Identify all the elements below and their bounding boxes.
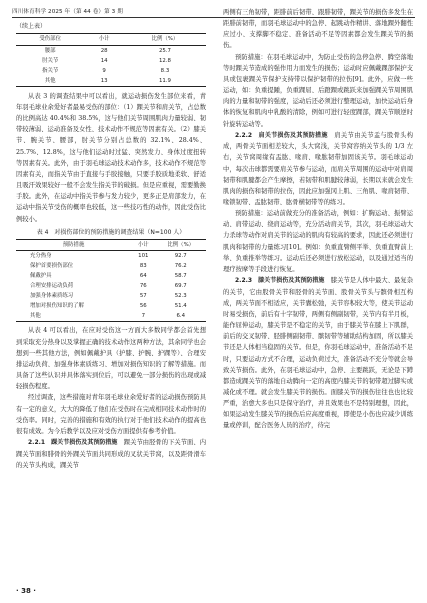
table-cell: 83 — [139, 263, 147, 270]
table-row — [16, 311, 206, 322]
table-row — [16, 261, 206, 271]
body-paragraph: 两侧有三角韧带，距腓前后韧带、跟腓韧带，踝关节的损伤多发生在距腓前韧带，而羽毛球运动中的急停、起跳动作精讲、落地踝外翻性应过小、支撑脚不稳定、准备活动不足等因素都会发生踝关节的损伤。 — [223, 9, 413, 50]
table-cell: 7 — [131, 311, 155, 322]
table-cell: 56 — [139, 303, 147, 310]
table-cell: 8.3 — [160, 67, 170, 74]
column-header: 比例（%） — [124, 34, 206, 46]
table-cell: 64 — [139, 273, 147, 280]
table-cell: 11.9 — [124, 76, 206, 87]
table-row — [16, 251, 206, 262]
column-header: 小计 — [84, 34, 124, 46]
table-cell: 其他 — [16, 311, 131, 322]
table-cell: 9 — [102, 67, 106, 74]
table-cell: 充分热身 — [30, 253, 52, 260]
table-cell: 92.7 — [174, 253, 187, 260]
table-cell: 12.8 — [158, 57, 171, 64]
table-row — [16, 281, 206, 291]
table-row — [16, 301, 206, 311]
table-cell: 肘关节 — [42, 57, 59, 64]
section-text: 膝关节是人体中最大、最复杂的关节，它由股骨关节和胫骨的关节面、股骨关节头与髌骨相互构成，两关节面不相适应，关节囊松弛，关节容积较大等，使关节运动时易受损伤，前后有十字韧带，两侧有侧副韧带，关节内有半月板，能作屈伸运动，膝关节是不稳定的关节，由于膝关节在膝上下肌群，前后的交叉韧带、胫腓侧副韧带、髌韧带等辅助结构加固，所以膝关节还是人体相当稳固的关节。但是，你羽毛球运动中，准备活动不足时，只要运动方式不合理，运动负荷过大，准备活动不充分等就会导致关节损伤。此外，在羽毛球运动中，急停、主要跳跃，无论是下蹲都造成踝关节的落地自动腾向一定的高度内膝关节的韧带超过脚实或减化或不理。就会发生膝关节的损伤。面膝关节的损伤往往也也比较严重，治愈大多也只是保守治疗，并且效果也不是特别理想，因此，如果运动发生膝关节的损伤后应高度重视，即使是小伤也应减少训练量或停训，配合医务人员的治疗，待完 — [223, 277, 414, 430]
table-header-row — [16, 34, 206, 46]
table-row — [16, 45, 206, 56]
table-cell: 51.4 — [174, 303, 187, 310]
section-text: 肩关节由关节盂与股骨头构成，两骨关节面相差较大，头大窝浅，关节窝容纳关节头的 1/3 左右，关节窝周缘有盂肱、喙肩、喙肱韧带加固该关节。羽毛球运动中，每次击球都需要肩关节参与运动，而肩关节周围的运动中对肩周韧带和肌腱都会产生摩擦，若韧带和肌腱较薄弱，长期以来就会发生肌肉的损伤和韧带的拉伤，因此应加强冈上肌、三角肌、喙肩韧带、喙锁韧带、盂肱韧带、肱骨横韧带等的练习。 — [223, 131, 414, 206]
body-paragraph: 从表 3 的调查结果中可以看出，就运动损伤发生部位来看，青年羽毛球业余爱好者最易受伤的部位：（1）踝关节和肩关节，占总数的比例高达 40.4%和 38.5%，这与他们关节周围肌肉力量较弱、韧带较薄弱、运动准备及女性、技术动作不规范等因素有关。（2）膝关节、腕关节、腰部，肘关节分别占总数的 32.1%、28.4%、25.7%、12.8%，这与他们运动时过猛、突然发力、身体过度扭转等因素有关。此外，由于羽毛球运动技术动作多，技术动作不规范等因素有关，而指关节由于直接与手胶接触，只要手胶质地柔软、舒适且吸汗效果较好一般不会发生指关节的破损。但是应重视，需要勤换手胶。此外，在运动中指关节参与发力较少，更多正是肩部发力，在运动中指关节受伤的概率也较低，这一些技巧性的动作，因此受伤比例较小。 — [16, 92, 206, 223]
table-cell: 其他 — [16, 76, 84, 87]
table-cell: 6.4 — [155, 311, 206, 322]
column-header: 受伤部位 — [16, 34, 84, 46]
table-caption: 表 4 对损伤部位的预防措施的调查结果（N=100 人） — [36, 228, 186, 236]
table-cell: 25.7 — [158, 47, 171, 54]
table-continued-label: （续上表） — [16, 23, 47, 30]
column-header: 比例（%） — [155, 239, 206, 251]
body-paragraph: 预防措施：运动前做充分的准备活动，例如：扩胸运动、振臂运动、肩带运动、绕肩运动等，充分活动肩关节，其次，羽毛球运动大力杀球等动作对肩关节的运动的肌肉有较高的要求，因此还必须进行肌肉和韧带的力量练习[10]。例如：负重直臂侧平举、负重直臂前上举、负重推举等练习。运动后还必须进行放松运动，以及通过适当的理疗按摩等手段进行恢复。 — [223, 210, 413, 273]
body-paragraph: 经过调查，这些措施对青年羽毛球业余爱好者的运动损伤预防具有一定的意义，大大的降低了他们在受伤时在完成相同技术动作时的受伤率。同时，完善的措施和有效的执行对于他们技术动作的提高也很有成效。为今后教学以及应对受伤方面提供有参考价值。 — [16, 394, 206, 435]
table-row — [16, 56, 206, 66]
table-cell: 57 — [139, 293, 147, 300]
table-cell: 52.3 — [174, 293, 187, 300]
table-cell: 14 — [100, 57, 108, 64]
table-cell: 腰部 — [44, 47, 56, 54]
page-number: · 38 · — [16, 587, 36, 595]
table-cell: 合理安排运动负荷 — [30, 283, 74, 290]
section-text: 踝关节由胫骨的下关节面、内踝关节面和腓骨的外踝关节面共同形成的叉状关节窝，以及距骨滑车的关节头构成，踝关节 — [16, 439, 207, 469]
column-header: 预防措施 — [16, 239, 131, 251]
table-row — [16, 291, 206, 301]
table-cell: 增加对损伤知识的了解 — [30, 303, 84, 310]
left-column — [16, 22, 206, 471]
table-cell: 76 — [139, 283, 147, 290]
table-cell: 58.7 — [174, 273, 187, 280]
table-cell: 101 — [138, 253, 149, 260]
right-column — [223, 7, 413, 432]
table-row — [16, 66, 206, 76]
prevention-measures-table — [16, 239, 206, 323]
table-row — [16, 271, 206, 281]
table-cell: 76.2 — [174, 263, 187, 270]
body-paragraph: 从表 4 可以看出，在应对受伤这一方面大多数同学都会首先想到采取充分热身以及掌握正确的技术动作这两种方法，其余同学也会想到一些其他方法，例如佩戴护具（护膝、护腕、护踝等）、合理安排运动负荷、加强身体素质练习、增加对损伤知识的了解等措施。而具备了这些认识并具体落实到位后，可以避免一部分损伤的出现或减轻损伤程度。 — [16, 327, 206, 391]
section-heading: 2.2.3 膝关节损伤及其预防措施 — [235, 277, 325, 285]
injury-site-table — [16, 33, 206, 87]
table-cell: 13 — [84, 76, 124, 87]
table-cell: 69.7 — [174, 283, 187, 290]
table-cell: 保护首要损伤部位 — [30, 263, 74, 270]
section-paragraph — [223, 130, 413, 208]
journal-header: 四川体育科学 2025 年（第 44 卷）第 3 期 — [12, 9, 123, 15]
table-cell: 佩戴护具 — [30, 273, 52, 280]
section-heading: 2.2.2 肩关节损伤及其预防措施 — [235, 131, 328, 139]
section-paragraph — [223, 275, 413, 432]
table-row — [16, 76, 206, 87]
section-heading: 2.2.1 踝关节损伤及其预防措施 — [28, 439, 118, 446]
table-header-row — [16, 239, 206, 251]
body-paragraph: 预防措施：在羽毛球运动中，为防止受伤的急停急停、腾空落地等时踝关节造成的强作用力而发生的损伤；运动时应佩戴踝部保护支具或包裹踝关节保护支持带以保护韧带的拉伤[9]。此外，应做一些运动，如：负重提踵，负重踝屈、后蹬踝或跳跃来加强踝关节周围肌肉的力量和韧带的强度，运动后还必须进行整理运动，加快运动后身体的恢复和肌肉中乳酸的清除，例如可进行轻度踝部，踝关节顺逆时针旋转运动等。 — [223, 53, 413, 128]
section-paragraph — [16, 437, 206, 471]
table-cell: 指关节 — [42, 67, 59, 74]
table-cell: 28 — [100, 47, 108, 54]
column-header: 小计 — [131, 239, 155, 251]
table-cell: 加强身体素质练习 — [30, 293, 74, 300]
